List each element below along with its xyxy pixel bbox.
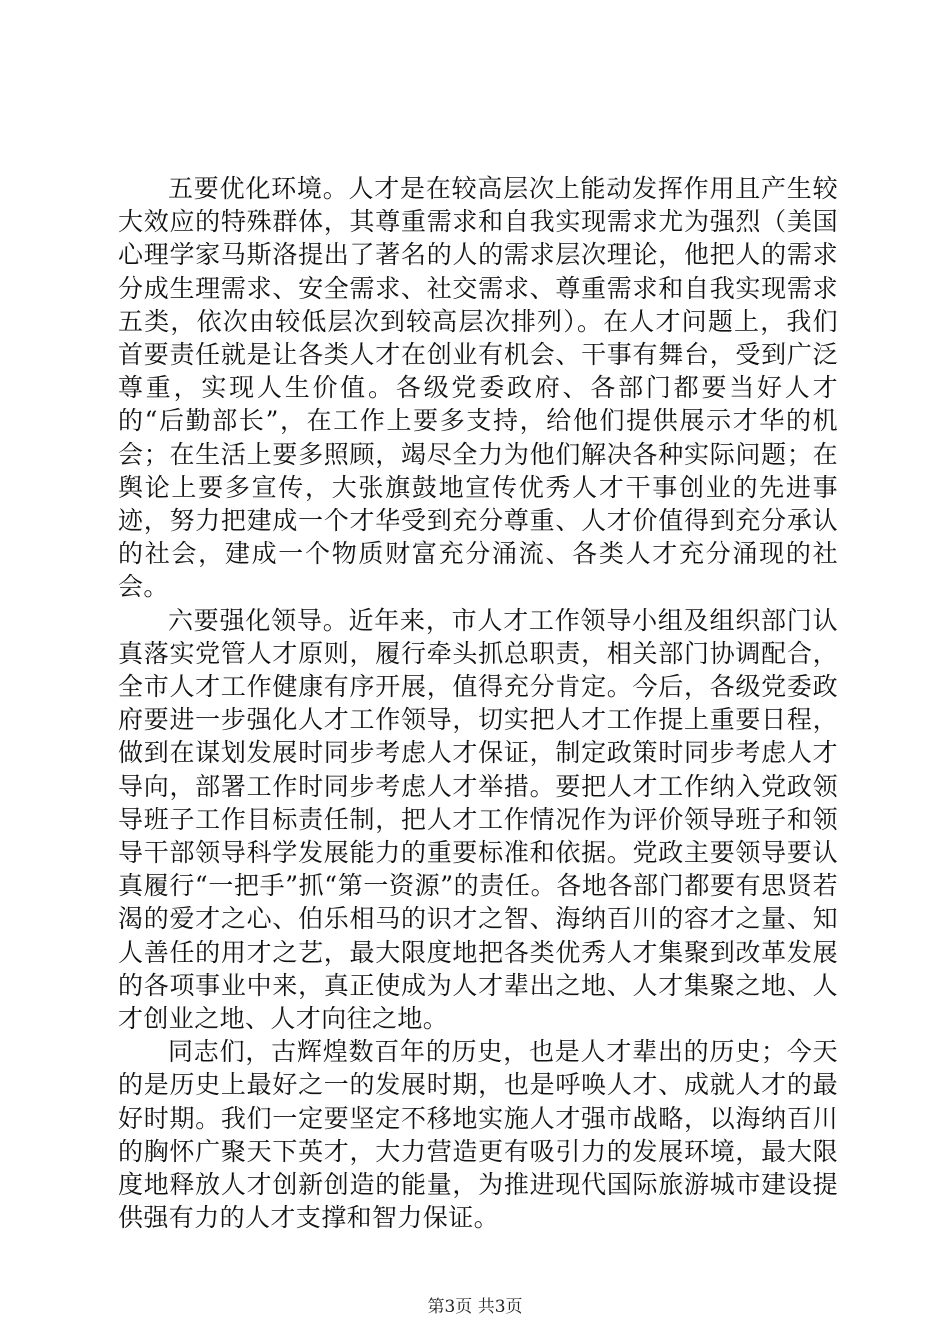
paragraph-closing-remarks: 同志们，古辉煌数百年的历史，也是人才辈出的历史；今天的是历史上最好之一的发展时期，也是呼唤人才、成就人才的最好时期。我们一定要坚定不移地实施人才强市战略，以海纳百川的胸怀广聚天下英才，大力营造更有吸引力的发展环境，最大限度地释放人才创新创造的能量，为推进现代国际旅游城市建设提供强有力的人才支撑和智力保证。 <box>118 1037 838 1233</box>
document-body <box>118 172 838 1235</box>
paragraph-optimize-environment: 五要优化环境。人才是在较高层次上能动发挥作用且产生较大效应的特殊群体，其尊重需求和自我实现需求尤为强烈（美国心理学家马斯洛提出了著名的人的需求层次理论，他把人的需求分成生理需求、安全需求、社交需求、尊重需求和自我实现需求五类，依次由较低层次到较高层次排列）。在人才问题上，我们首要责任就是让各类人才在创业有机会、干事有舞台，受到广泛尊重，实现人生价值。各级党委政府、各部门都要当好人才的“后勤部长”，在工作上要多支持，给他们提供展示才华的机会；在生活上要多照顾，竭尽全力为他们解决各种实际问题；在舆论上要多宣传，大张旗鼓地宣传优秀人才干事创业的先进事迹，努力把建成一个才华受到充分尊重、人才价值得到充分承认的社会，建成一个物质财富充分涌流、各类人才充分涌现的社会。 <box>118 174 838 602</box>
paragraph-strengthen-leadership: 六要强化领导。近年来，市人才工作领导小组及组织部门认真落实党管人才原则，履行牵头抓总职责，相关部门协调配合，全市人才工作健康有序开展，值得充分肯定。今后，各级党委政府要进一步强化人才工作领导，切实把人才工作提上重要日程，做到在谋划发展时同步考虑人才保证，制定政策时同步考虑人才导向，部署工作时同步考虑人才举措。要把人才工作纳入党政领导班子工作目标责任制，把人才工作情况作为评价领导班子和领导干部领导科学发展能力的重要标准和依据。党政主要领导要认真履行“一把手”抓“第一资源”的责任。各地各部门都要有思贤若渴的爱才之心、伯乐相马的识才之智、海纳百川的容才之量、知人善任的用才之艺，最大限度地把各类优秀人才集聚到改革发展的各项事业中来，真正使成为人才辈出之地、人才集聚之地、人才创业之地、人才向往之地。 <box>118 605 838 1034</box>
page-number-footer: 第3页 共3页 <box>427 1297 523 1317</box>
